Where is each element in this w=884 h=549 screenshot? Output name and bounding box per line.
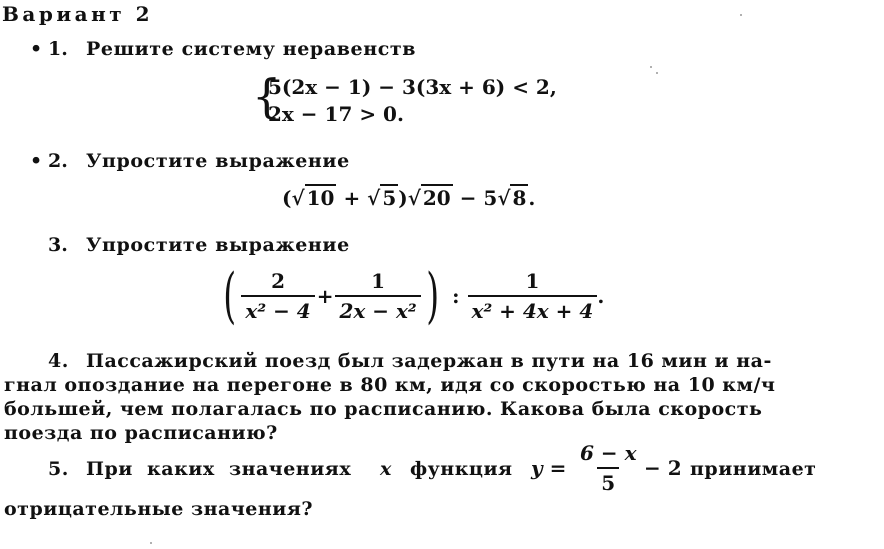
scan-speck (650, 66, 652, 68)
plus-sign: + (316, 284, 334, 308)
big-close-paren: ) (425, 261, 439, 331)
task5-fraction: $\frac{6 - x}{5}$ (580, 441, 637, 495)
sqrt-5: √ 5 (367, 186, 397, 210)
colon-sign: : (452, 284, 460, 308)
variant-title: Вариант 2 (2, 2, 154, 26)
task3-expression (218, 261, 605, 331)
sqrt-8: √ 8 (497, 186, 527, 210)
task2-bullet: • (30, 150, 43, 172)
task3-text: Упростите выражение (86, 234, 350, 256)
task1-text: Решите систему неравенств (86, 38, 417, 60)
task5-y-equals: y = (531, 456, 567, 480)
inequality-2: 2x − 17 > 0. (268, 102, 404, 126)
task5-text-c: принимает (690, 458, 817, 480)
task4-line2: гнал опоздание на перегоне в 80 км, идя со скоростью на 10 км/ч (4, 374, 776, 396)
task1-bullet: • (30, 38, 43, 60)
fraction-3: $\frac{1}{\text{x² + 4x + 4}}$ (468, 269, 598, 323)
scan-speck (150, 542, 152, 544)
big-open-paren: ( (223, 261, 237, 331)
task5-number: 5. (48, 458, 69, 480)
task5-minus-two: − 2 (644, 456, 682, 480)
task5-text-a: При каких значениях (86, 458, 352, 480)
task2-text: Упростите выражение (86, 150, 350, 172)
task5-line2: отрицательные значения? (4, 498, 313, 520)
task1-number: 1. (48, 38, 68, 60)
task5-text-b: функция (410, 458, 513, 480)
task4-line1: Пассажирский поезд был задержан в пути на 16 мин и на- (86, 350, 772, 372)
task2-expression (282, 186, 535, 210)
period: . (597, 284, 605, 308)
task2-number: 2. (48, 150, 68, 172)
task3-number: 3. (48, 234, 68, 256)
fraction-2: $\frac{1}{\text{2x − x²}}$ (335, 269, 420, 323)
period: . (528, 186, 536, 210)
minus-five: − 5 (459, 186, 498, 210)
sqrt-10: √ 10 (291, 186, 335, 210)
sqrt-20: √ 20 (407, 186, 451, 210)
task4-line4: поезда по расписанию? (4, 422, 278, 444)
task4-number: 4. (48, 350, 69, 372)
task4-line3: большей, чем полагалась по расписанию. Какова была скорость (4, 398, 763, 420)
scan-speck (656, 72, 658, 74)
plus-sign: + (343, 186, 361, 210)
system-brace: { (252, 69, 282, 123)
fraction-1: $\frac{2}{\text{x² − 4}}$ (241, 269, 314, 323)
scan-speck (740, 14, 742, 16)
inequality-1: 5(2x − 1) − 3(3x + 6) < 2, (268, 75, 557, 99)
open-paren: ( (282, 186, 292, 210)
task5-var-x: x (380, 458, 392, 480)
close-paren: ) (398, 186, 408, 210)
